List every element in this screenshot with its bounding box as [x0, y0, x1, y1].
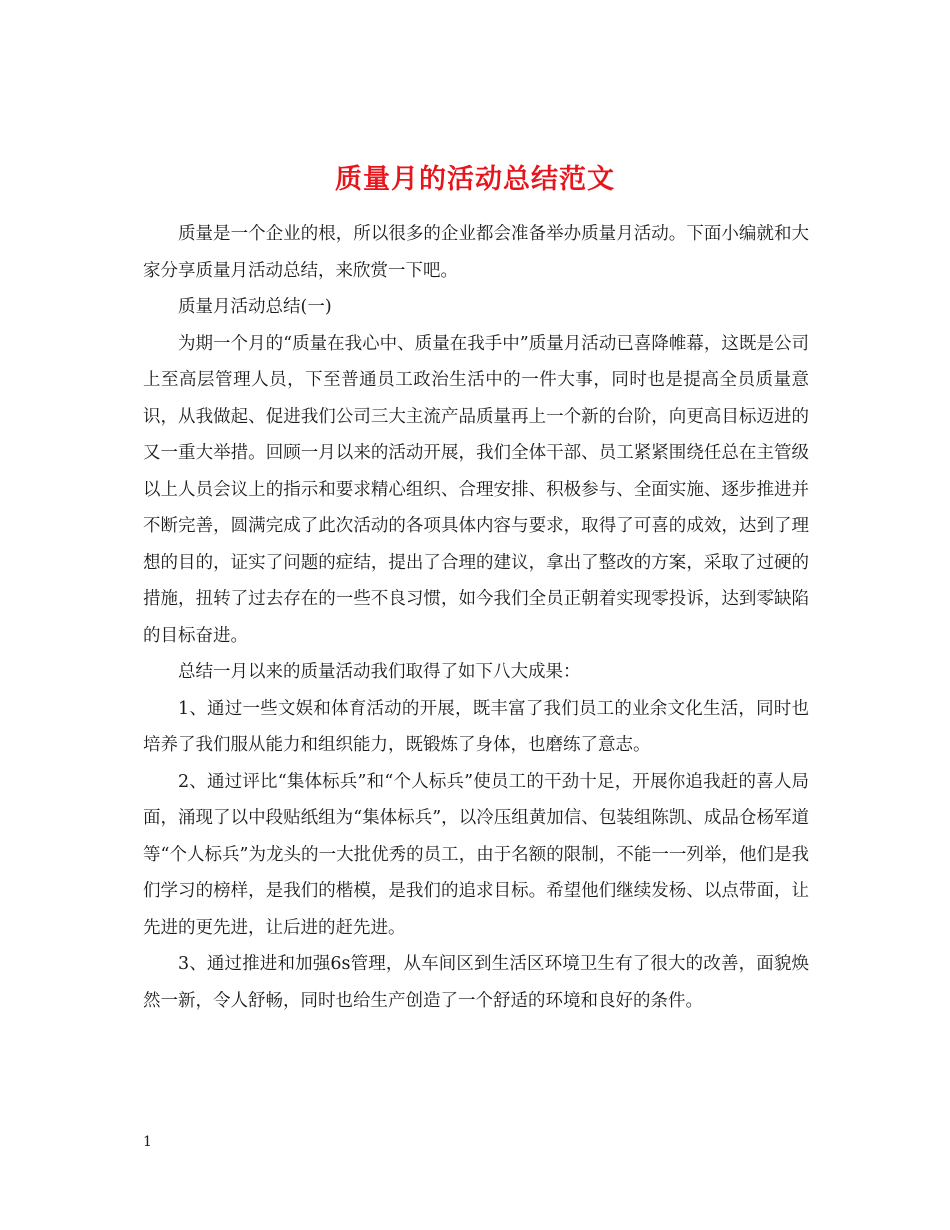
page-number: 1 [143, 1134, 152, 1150]
paragraph-intro: 质量是一个企业的根，所以很多的企业都会准备举办质量月活动。下面小编就和大家分享质量月活动总结，来欣赏一下吧。 [143, 224, 809, 281]
section-heading: 质量月活动总结(一) [178, 297, 332, 317]
document-title: 质量月的活动总结范文 [335, 164, 615, 196]
paragraph-main: 为期一个月的“质量在我心中、质量在我手中”质量月活动已喜降帷幕，这既是公司上至高层管理人员，下至普通员工政治生活中的一件大事，同时也是提高全员质量意识，从我做起、促进我们公司三大主流产品质量再上一个新的台阶，向更高目标迈进的又一重大举措。回顾一月以来的活动开展，我们全体干部、员工紧紧围绕任总在主管级以上人员会议上的指示和要求精心组织、合理安排、积极参与、全面实施、逐步推进并不断完善，圆满完成了此次活动的各项具体内容与要求，取得了可喜的成效，达到了理想的目的，证实了问题的症结，提出了合理的建议，拿出了整改的方案，采取了过硬的措施，扭转了过去存在的一些不良习惯，如今我们全员正朝着实现零投诉，达到零缺陷的目标奋进。 [143, 333, 809, 646]
list-item-result-1: 1、通过一些文娱和体育活动的开展，既丰富了我们员工的业余文化生活，同时也培养了我们服从能力和组织能力，既锻炼了身体，也磨练了意志。 [143, 698, 809, 755]
list-item-result-3: 3、通过推进和加强6s管理，从车间区到生活区环境卫生有了很大的改善，面貌焕然一新，令人舒畅，同时也给生产创造了一个舒适的环境和良好的条件。 [143, 954, 809, 1011]
document-body [143, 216, 809, 1019]
list-item-result-2: 2、通过评比“集体标兵”和“个人标兵”使员工的干劲十足，开展你追我赶的喜人局面，涌现了以中段贴纸组为“集体标兵”，以冷压组黄加信、包装组陈凯、成品仓杨军道等“个人标兵”为龙头的一大批优秀的员工，由于名额的限制，不能一一列举，他们是我们学习的榜样，是我们的楷模，是我们的追求目标。希望他们继续发杨、以点带面，让先进的更先进，让后进的赶先进。 [143, 771, 809, 938]
paragraph-results-intro: 总结一月以来的质量活动我们取得了如下八大成果： [178, 662, 581, 682]
